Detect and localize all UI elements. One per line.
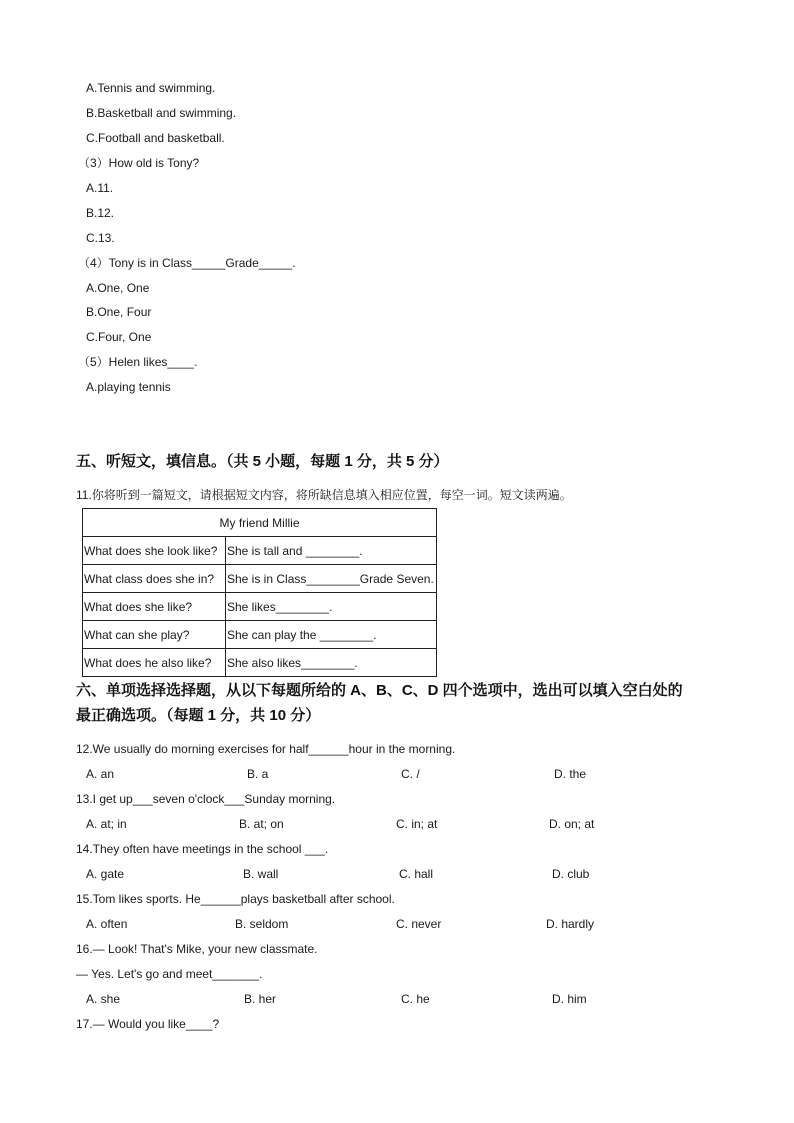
table-title: My friend Millie — [83, 509, 437, 537]
q13-option-c: C. in; at — [396, 817, 438, 831]
q16-stem-reply: — Yes. Let's go and meet_______. — [76, 967, 263, 981]
q14-stem: 14.They often have meetings in the school ___. — [76, 842, 329, 856]
table-title-row — [83, 509, 437, 537]
q12-option-d: D. the — [554, 767, 587, 781]
millie-table — [82, 508, 437, 677]
table-row — [83, 649, 437, 677]
q13-option-d: D. on; at — [549, 817, 595, 831]
q15-option-a: A. often — [86, 917, 128, 931]
section5-heading: 五、听短文，填信息。（共 5 小题，每题 1 分，共 5 分） — [76, 453, 449, 470]
q16-option-d: D. him — [552, 992, 587, 1006]
q16-stem: 16.— Look! That's Mike, your new classmate. — [76, 942, 318, 956]
q3-stem: （3）How old is Tony? — [78, 156, 200, 170]
q15-option-d: D. hardly — [546, 917, 595, 931]
table-question: What can she play? — [83, 621, 226, 649]
table-question: What does she look like? — [83, 537, 226, 565]
q13-option-a: A. at; in — [86, 817, 127, 831]
q12-option-c: C. / — [401, 767, 420, 781]
table-question: What does she like? — [83, 593, 226, 621]
q4-option-b: B.One, Four — [86, 305, 152, 319]
q15-stem: 15.Tom likes sports. He______plays basketball after school. — [76, 892, 395, 906]
table-answer: She is in Class________Grade Seven. — [226, 565, 437, 593]
section5-instruction: 11.你将听到一篇短文，请根据短文内容，将所缺信息填入相应位置，每空一词。短文读两遍。 — [76, 488, 572, 502]
q13-option-b: B. at; on — [239, 817, 284, 831]
q4-option-c: C.Four, One — [86, 330, 152, 344]
table-row — [83, 593, 437, 621]
q12-option-a: A. an — [86, 767, 115, 781]
table-answer: She can play the ________. — [226, 621, 437, 649]
table-answer: She also likes________. — [226, 649, 437, 677]
q16-option-b: B. her — [244, 992, 277, 1006]
q15-option-b: B. seldom — [235, 917, 289, 931]
q14-option-c: C. hall — [399, 867, 434, 881]
section6-heading-line1: 六、单项选择选择题，从以下每题所给的 A、B、C、D 四个选项中，选出可以填入空白处的 — [76, 682, 683, 699]
q14-option-a: A. gate — [86, 867, 125, 881]
q5-option-a: A.playing tennis — [86, 380, 171, 394]
q3-option-c: C.13. — [86, 231, 115, 245]
q15-option-c: C. never — [396, 917, 442, 931]
section6-heading-line2: 最正确选项。（每题 1 分，共 10 分） — [76, 707, 321, 724]
table-answer: She likes________. — [226, 593, 437, 621]
q17-stem: 17.— Would you like____? — [76, 1017, 220, 1031]
q16-option-c: C. he — [401, 992, 430, 1006]
q16-option-a: A. she — [86, 992, 121, 1006]
q14-option-b: B. wall — [243, 867, 279, 881]
table-question: What class does she in? — [83, 565, 226, 593]
q4-stem: （4）Tony is in Class_____Grade_____. — [78, 256, 296, 270]
q12-option-b: B. a — [247, 767, 269, 781]
q3-option-b: B.12. — [86, 206, 115, 220]
q14-option-d: D. club — [552, 867, 590, 881]
q3-option-a: A.11. — [86, 181, 114, 195]
table-row — [83, 565, 437, 593]
table-question: What does he also like? — [83, 649, 226, 677]
table-row — [83, 537, 437, 565]
q2-option-a: A.Tennis and swimming. — [86, 81, 216, 95]
q4-option-a: A.One, One — [86, 281, 150, 295]
table-row — [83, 621, 437, 649]
q2-option-c: C.Football and basketball. — [86, 131, 225, 145]
q5-stem: （5）Helen likes____. — [78, 355, 198, 369]
table-answer: She is tall and ________. — [226, 537, 437, 565]
q2-option-b: B.Basketball and swimming. — [86, 106, 237, 120]
q12-stem: 12.We usually do morning exercises for half______hour in the morning. — [76, 742, 456, 756]
q13-stem: 13.I get up___seven o'clock___Sunday morning. — [76, 792, 336, 806]
